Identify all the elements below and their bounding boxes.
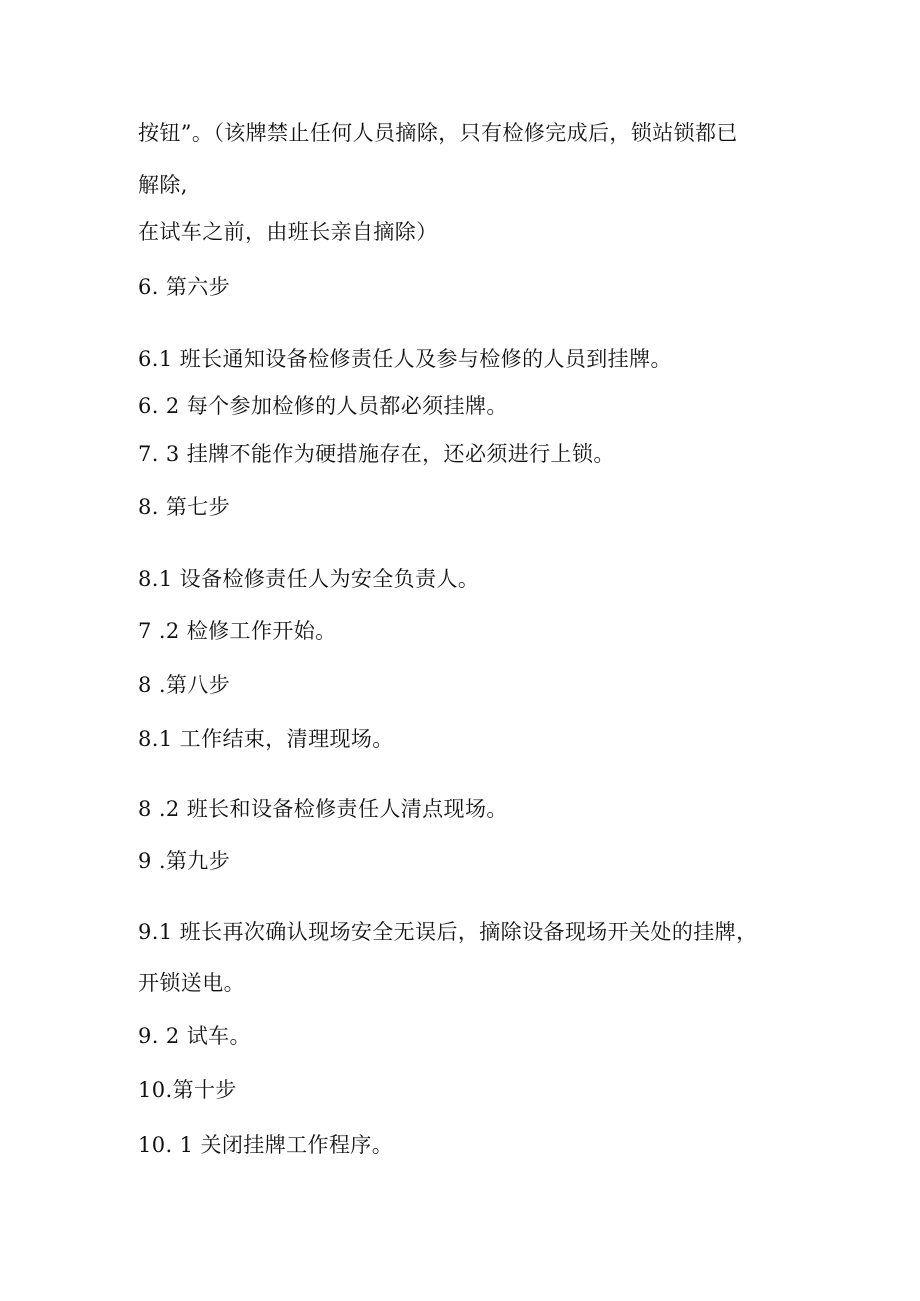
step-heading: 9 .第九步 — [138, 849, 231, 873]
paragraph-line: 开锁送电。 — [138, 971, 245, 995]
step-item: 10. 1 关闭挂牌工作程序。 — [138, 1133, 394, 1157]
paragraph-line: 解除, — [138, 173, 188, 197]
step-item: 7. 3 挂牌不能作为硬措施存在，还必须进行上锁。 — [138, 442, 615, 466]
step-item: 8.1 设备检修责任人为安全负责人。 — [138, 567, 480, 591]
step-item: 6. 2 每个参加检修的人员都必须挂牌。 — [138, 394, 508, 418]
step-item: 8.1 工作结束，清理现场。 — [138, 727, 394, 751]
paragraph-line: 在试车之前，由班长亲自摘除） — [138, 220, 438, 244]
step-item: 8 .2 班长和设备检修责任人清点现场。 — [138, 797, 508, 821]
step-item: 7 .2 检修工作开始。 — [138, 619, 337, 643]
paragraph-line: 按钮”。（该牌禁止任何人员摘除，只有检修完成后，锁站锁都已 — [138, 121, 738, 145]
step-item: 9. 2 试车。 — [138, 1024, 251, 1048]
step-heading: 6. 第六步 — [138, 275, 231, 299]
step-item: 6.1 班长通知设备检修责任人及参与检修的人员到挂牌。 — [138, 347, 672, 371]
step-heading: 8 .第八步 — [138, 673, 231, 697]
step-heading: 8. 第七步 — [138, 495, 231, 519]
step-heading: 10.第十步 — [138, 1078, 237, 1102]
step-item: 9.1 班长再次确认现场安全无误后，摘除设备现场开关处的挂牌， — [138, 920, 758, 944]
